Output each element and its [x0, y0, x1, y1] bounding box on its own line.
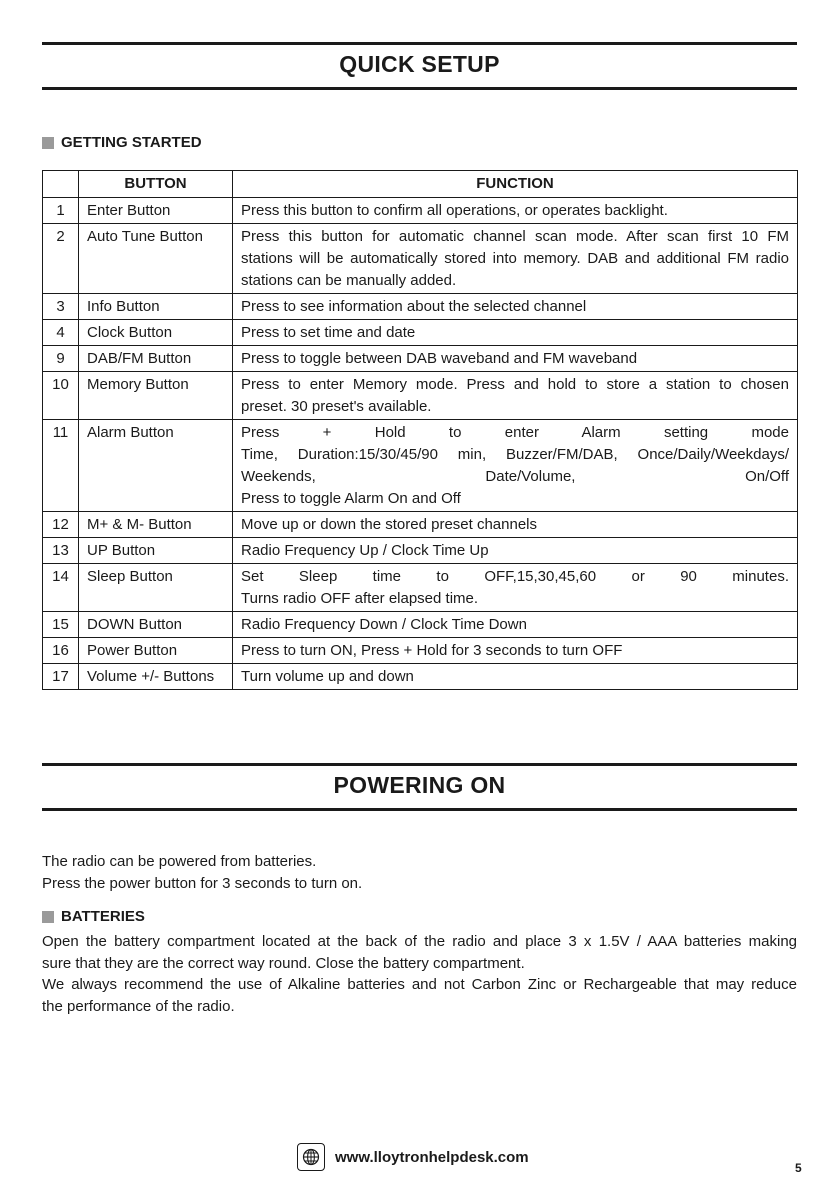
- table-row: [43, 512, 798, 538]
- function-line: preset. 30 preset's available.: [241, 398, 432, 415]
- powering-on-banner: [42, 763, 797, 811]
- footer: [297, 1143, 529, 1171]
- button-function: [233, 638, 798, 664]
- button-name: Memory Button: [79, 372, 233, 420]
- text-line: We always recommend the use of Alkaline batteries and not Carbon Zinc or Rechargeable that may reduce: [42, 976, 797, 993]
- row-number: 10: [43, 372, 79, 420]
- globe-icon: [297, 1143, 325, 1171]
- button-name: DOWN Button: [79, 612, 233, 638]
- button-name: Volume +/- Buttons: [79, 664, 233, 690]
- button-name: M+ & M- Button: [79, 512, 233, 538]
- website-link[interactable]: www.lloytronhelpdesk.com: [335, 1148, 529, 1166]
- row-number: 3: [43, 294, 79, 320]
- row-number: 17: [43, 664, 79, 690]
- function-line: Press + Hold to enter Alarm setting mode: [241, 424, 789, 441]
- row-number: 14: [43, 564, 79, 612]
- function-line: Set Sleep time to OFF,15,30,45,60 or 90 minutes.: [241, 568, 789, 585]
- table-row: [43, 538, 798, 564]
- getting-started-heading: [42, 134, 202, 152]
- row-number: 2: [43, 224, 79, 294]
- row-number: 15: [43, 612, 79, 638]
- text-line: Press the power button for 3 seconds to turn on.: [42, 874, 363, 892]
- bottom-rule: [42, 808, 797, 811]
- function-line: Radio Frequency Up / Clock Time Up: [241, 542, 489, 559]
- button-function: [233, 512, 798, 538]
- function-line: Time, Duration:15/30/45/90 min, Buzzer/FM/DAB, Once/Daily/Weekdays/: [241, 446, 789, 463]
- row-number: 1: [43, 198, 79, 224]
- table-row: [43, 294, 798, 320]
- table-row: [43, 564, 798, 612]
- header-number: [43, 171, 79, 198]
- button-function: [233, 372, 798, 420]
- button-name: Power Button: [79, 638, 233, 664]
- table-row: [43, 320, 798, 346]
- powering-on-text: [42, 851, 797, 894]
- function-line: Turn volume up and down: [241, 668, 414, 685]
- table-row: [43, 420, 798, 512]
- function-line: Press this button for automatic channel scan mode. After scan first 10 FM: [241, 228, 789, 245]
- table-row: [43, 224, 798, 294]
- text-line: Open the battery compartment located at the back of the radio and place 3 x 1.5V / AAA batteries making: [42, 933, 797, 950]
- function-line: Press this button to confirm all operations, or operates backlight.: [241, 202, 668, 219]
- bullet-square-icon: [42, 137, 54, 149]
- text-line: The radio can be powered from batteries.: [42, 853, 317, 870]
- button-name: Auto Tune Button: [79, 224, 233, 294]
- button-function: [233, 538, 798, 564]
- section-title: QUICK SETUP: [339, 51, 500, 77]
- function-line: stations will be automatically stored into memory. DAB and additional FM radio: [241, 250, 789, 267]
- button-name: Clock Button: [79, 320, 233, 346]
- row-number: 4: [43, 320, 79, 346]
- button-name: Info Button: [79, 294, 233, 320]
- table-header-row: [43, 171, 798, 198]
- button-function: [233, 320, 798, 346]
- section-title: POWERING ON: [333, 772, 506, 798]
- row-number: 16: [43, 638, 79, 664]
- button-name: DAB/FM Button: [79, 346, 233, 372]
- bullet-square-icon: [42, 911, 54, 923]
- batteries-text: [42, 931, 797, 1017]
- function-line: Press to toggle between DAB waveband and FM waveband: [241, 350, 638, 367]
- header-function: FUNCTION: [233, 171, 798, 198]
- text-line: the performance of the radio.: [42, 997, 235, 1015]
- table-row: [43, 664, 798, 690]
- function-line: Press to turn ON, Press + Hold for 3 seconds to turn OFF: [241, 642, 623, 659]
- row-number: 13: [43, 538, 79, 564]
- table-row: [43, 638, 798, 664]
- function-line: Radio Frequency Down / Clock Time Down: [241, 616, 527, 633]
- function-line: Press to set time and date: [241, 324, 416, 341]
- button-function: [233, 224, 798, 294]
- row-number: 11: [43, 420, 79, 512]
- function-line: Move up or down the stored preset channels: [241, 516, 538, 533]
- button-name: Sleep Button: [79, 564, 233, 612]
- batteries-heading: [42, 908, 145, 926]
- button-function: [233, 420, 798, 512]
- table-row: [43, 372, 798, 420]
- button-function: [233, 612, 798, 638]
- button-name: Alarm Button: [79, 420, 233, 512]
- function-line: Weekends, Date/Volume, On/Off: [241, 468, 789, 485]
- table-row: [43, 612, 798, 638]
- row-number: 12: [43, 512, 79, 538]
- table-body: [43, 198, 798, 690]
- function-line: Press to toggle Alarm On and Off: [241, 490, 461, 507]
- table-row: [43, 346, 798, 372]
- heading-text: BATTERIES: [61, 908, 145, 925]
- function-line: Press to enter Memory mode. Press and hold to store a station to chosen: [241, 376, 789, 393]
- button-function: [233, 198, 798, 224]
- button-function-table: [42, 170, 798, 690]
- function-line: stations can be manually added.: [241, 272, 457, 289]
- function-line: Turns radio OFF after elapsed time.: [241, 590, 479, 607]
- heading-text: GETTING STARTED: [61, 134, 202, 151]
- button-function: [233, 346, 798, 372]
- function-line: Press to see information about the selected channel: [241, 298, 587, 315]
- button-function: [233, 564, 798, 612]
- row-number: 9: [43, 346, 79, 372]
- quick-setup-banner: [42, 42, 797, 90]
- bottom-rule: [42, 87, 797, 90]
- button-name: UP Button: [79, 538, 233, 564]
- button-function: [233, 664, 798, 690]
- text-line: sure that they are the correct way round. Close the battery compartment.: [42, 954, 525, 972]
- page-number: 5: [795, 1161, 802, 1175]
- header-button: BUTTON: [79, 171, 233, 198]
- button-name: Enter Button: [79, 198, 233, 224]
- table-row: [43, 198, 798, 224]
- button-function: [233, 294, 798, 320]
